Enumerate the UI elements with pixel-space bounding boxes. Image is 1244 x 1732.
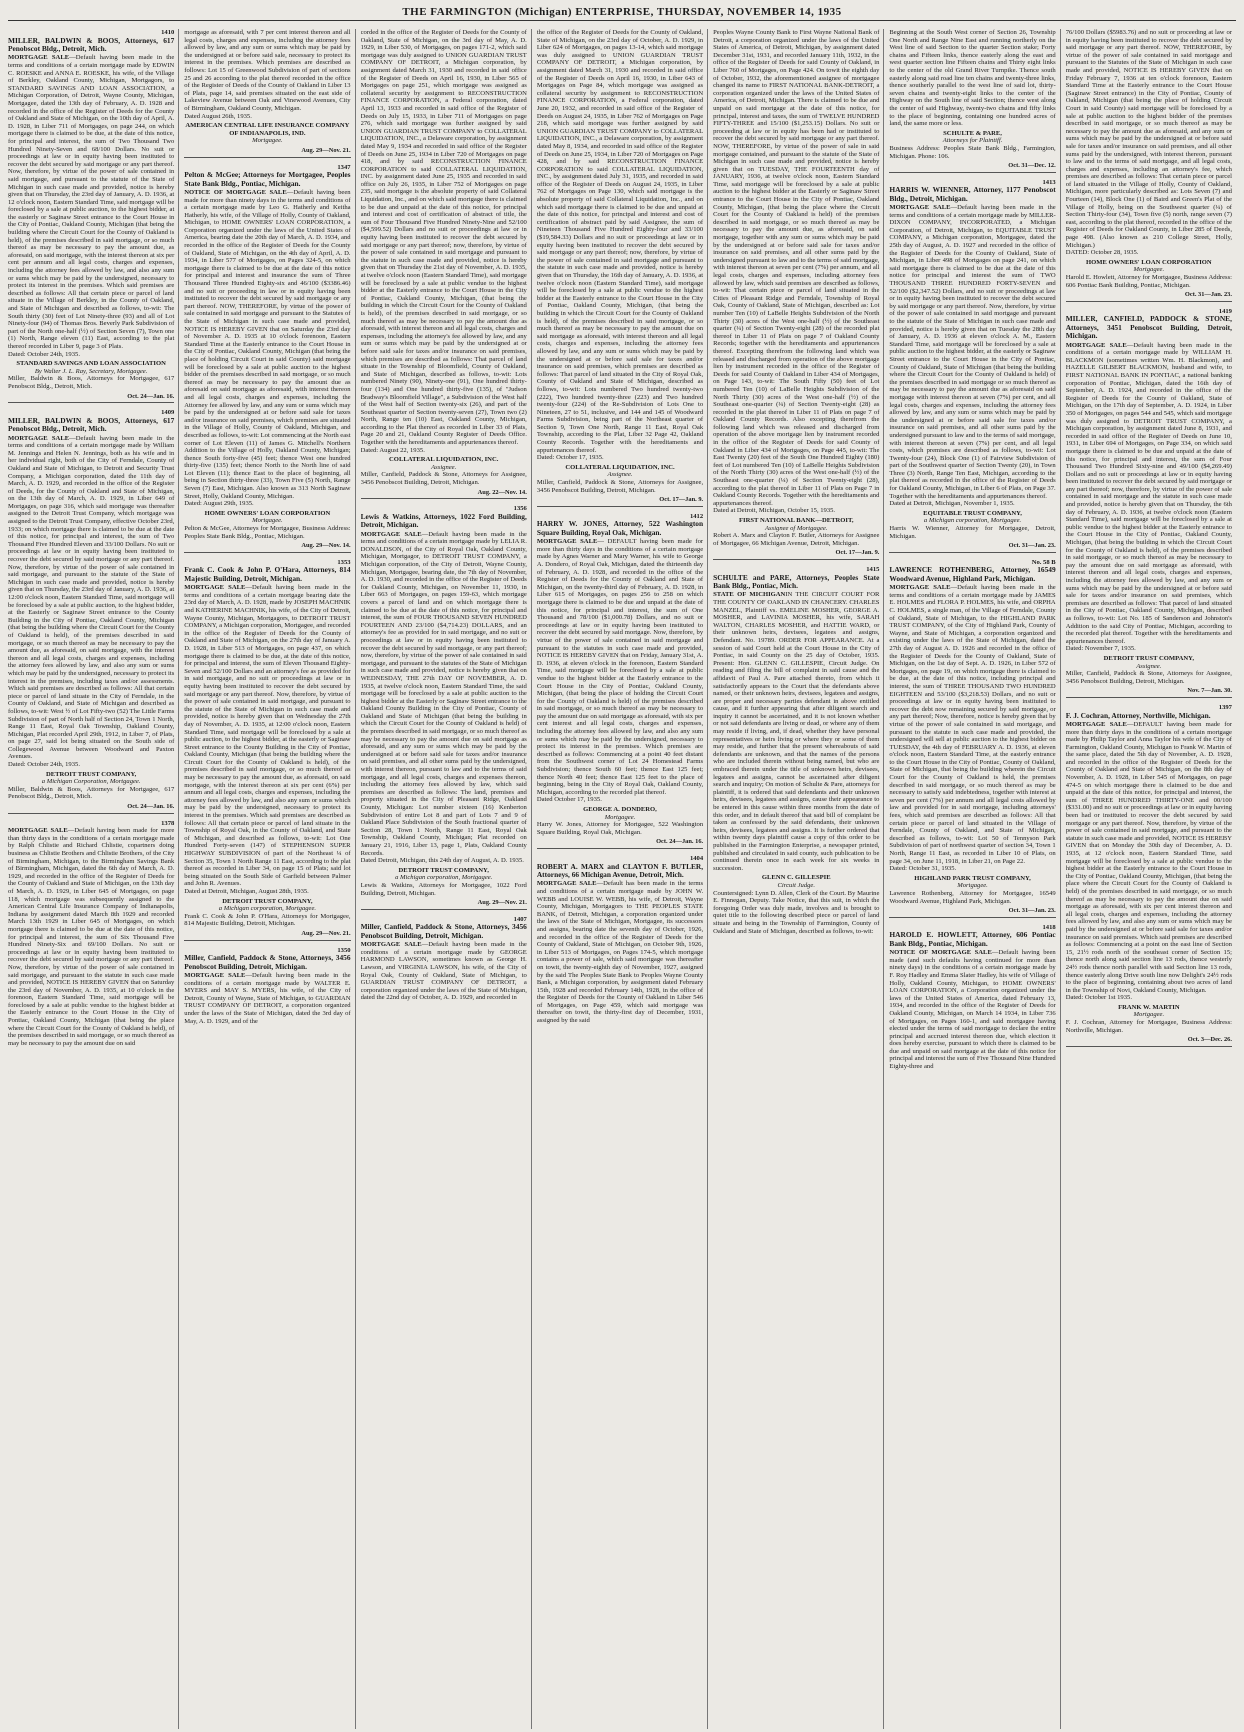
notice-signature: SCHULTE & PARE, [943,129,1002,137]
notice-number: 1410 [161,29,175,36]
notice-lead: MORTGAGE SALE [536,538,598,546]
notice-body: Peoples Wayne County Bank to First Wayne National Bank of Detroit, a corporation organized under the laws of the United States of America, of Detroit, Michigan, by assignment dated December 31st, 1931, and recorded January 11th, 1932, in the office of the Register of Deeds for said County of Oakland, in Liber 760 of Mortgages, on Page 424. On towit the eighth day of October, 1932, the aforementioned assignee of mortgagee changed its name to FIRST NATIONAL BANK-DETROIT, a corporation organized under the laws of the United States of America, of Detroit, Michigan. There is claimed to be due and unpaid on said mortgage at the date of this notice, for principal, interest and taxes, the sum of TWELVE HUNDRED FIFTY-THREE and 15/100 ($1,253.15) Dollars. No suit or proceeding at law or in equity has been had or instituted to recover the debt secured by said mortgage or any part thereof. NOW, THEREFORE, by virtue of the power of sale in said mortgage contained, and pursuant to the statute of the State of Michigan in such case made and provided, notice is hereby given that on TUESDAY, THE FOURTEENTH day of JANUARY, 1936, at twelve o'clock noon, Eastern Standard Time, said mortgage will be foreclosed by a sale at public auction to the highest bidder at the Easterly or Saginaw Street entrance to the Court House in the City of Pontiac, Oakland County, Michigan, (that being the place where the Circuit Court for the County of Oakland is held) of the premises described in said mortgage, or so much thereof as may be necessary to pay the amount due, as aforesaid, on said mortgage, together with any sum or sums which may be paid by the undersigned at or before said sale for taxes and/or insurance on said premises, and all other sums paid by the undersigned pursuant to law and to the terms of said mortgage, with interest thereon at seven per cent (7%) per annum, and all legal costs, charges and expenses, including attorney fees allowed by law, which said premises are described as follows, to-wit: That certain piece or parcel of land situated in the Cities of Pleasant Ridge and Ferndale, Township of Royal Oak, County of Oakland, State of Michigan, described as: Lot number Ten (10) of LaBelle Heights Subdivision of the North Thirty (30) acres of the West one-half (½) of the Southeast quarter (¼) of Section Twenty-eight (28) of the recorded plat thereof in Liber 11 of Plats on page 7 of Oakland County Records; together with the hereditaments and appurtenances thereof. Excepting therefrom the following land which was released and discharged from operation of the above mortgage lien by instrument recorded in the office of the Register of Deeds for said County of Oakland in Liber 434 of Mortgages, on Page 143, to-wit: The South Fifty (50) feet of Lot numbered Ten (10) of LaBelle Heights Subdivision of the North Thirty (30) acres of the West one-half (½) of the Southeast one-quarter (¼) of Section Twenty-eight (28) as recorded in the plat thereof in Liber 11 of Plats on page 7 of Oakland County Records. Also excepting therefrom the following land which was released and discharged from operation of the above mortgage lien by instrument recorded in the office of the Register of Deeds for said County of Oakland in Liber 434 of Mortgages, on Page 445, to-wit: The East Twenty (20) feet of the South One Hundred Eighty (180) feet of Lot numbered Ten (10) of LaBelle Heights Subdivision of the North Thirty (30) acres of the West one-half (½) of the Southeast one-quarter (¼) of Section Twenty-eight (28), according to the plat thereof in Liber 11 of Plats on Page 7 in Oakland County Records. Together with the hereditaments and appurtenances thereof. [713,29,880,507]
notice-signature: DETROIT TRUST COMPANY, [45,770,137,778]
notice-signature-role: Assignee. [431,463,457,471]
notice-run-dates: Oct. 3—Dec. 26. [1066,1036,1232,1047]
attorney-header: HARRIS W. WIENNER, Attorney, 1177 Penobscot Bldg., Detroit, Michigan. [889,185,1056,203]
notice-run-dates: Oct. 24—Jan. 16. [8,803,174,814]
notice-body: the office of the Register of Deeds for the County of Oakland, State of Michigan, on the 23rd day of October, A. D. 1929, in Liber 624 of Mortgages, on pages 13-14, which said mortgage was duly assigned to UNION GUARDIAN TRUST COMPANY OF DETROIT, a Michigan corporation, by assignment dated March 31, 1930 and recorded in said office of the Register of Deeds on April 16, 1930, in Liber 643 of Mortgages on Page 84, which mortgage was assigned as collateral security by assignment to RECONSTRUCTION FINANCE CORPORATION, a Federal corporation, dated June 20, 1932, and recorded in said office of the Register of Deeds on August 24, 1935, in Liber 762 of Mortgages on Page 218, which said mortgage was further assigned by said UNION GUARDIAN TRUST COMPANY to COLLATERAL LIQUIDATION, INC., a Delaware corporation, by assignment dated May 8, 1934, and recorded in said office of the Register of Deeds on June 25, 1934, in Liber 720 of Mortgages on Page 428, and by said RECONSTRUCTION FINANCE CORPORATION to said COLLATERAL LIQUIDATION, INC., by assignment dated July 31, 1935, and recorded in said office of the Register of Deeds on August 24, 1935, in Liber 762 of Mortgages on Page 130, which said mortgage is the absolute property of said Collateral Liquidation, Inc., and on which said mortgage there is claimed to be due and unpaid at the date of this notice, for principal and interest and cost of certification of abstract paid by said Assignee, the sum of Nineteen Thousand Five Hundred Eighty-four and 33/100 ($19,584.33) Dollars and no suit or proceedings at law or in equity having been instituted to recover the debt secured by said mortgage or any part thereof; now, therefore, by virtue of the power of sale contained in said mortgage and pursuant to the statute in such case made and provided, notice is hereby given that on Thursday, the 16th day of January, A. D. 1936, at twelve o'clock noon (Eastern Standard Time), said mortgage will be foreclosed by a sale at public vendue to the highest bidder at the Easterly entrance to the Court House in the City of Pontiac, Oakland County, Michigan, (that being the building in which the Circuit Court for the County of Oakland is held), of the premises described in said mortgage, or so much thereof as may be necessary to pay the amount due on said mortgage as aforesaid, with interest thereon and all legal costs, charges and expenses, including the attorney fees allowed by law, and any sum or sums which may be paid by the undersigned at or before said sale for taxes and/or insurance on said premises, which premises are described as follows: That parcel of land situated in the City of Royal Oak, County of Oakland and State of Michigan, described as follows, to-wit: Lots numbered Two hundred twenty-two (222), Two hundred twenty-three (223) and Two hundred twenty-four (224) of the Re-Subdivision of Lots One to Nineteen, 27 to 51, inclusive, and 144 and 145 of Woodward Farms Subdivision, being part of the Northeast quarter of Section 9, Town One North, Range 11 East, Royal Oak Township, according to the Plat, Liber 32 Page 42, Oakland County Records. Together with the hereditaments and appurtenances thereof. [536,29,704,454]
notice-signature-role: Mortgagee. [252,137,283,145]
notice-body: —Default having been made in the terms and conditions of a certain mortgage made by JAMES E. HOLMES and FLORA P. HOLMES, his wife, and ORPHA C. HOLMES, a single man, of the Village of Ferndale, County of Oakland, State of Michigan, to the HIGHLAND PARK TRUST COMPANY, of the City of Highland Park, County of Wayne, and State of Michigan, a corporation organized and existing under the laws of the State of Michigan, dated the 27th day of August A. D. 1926 and recorded in the office of the Register of Deeds for the County of Oakland, State of Michigan, on the 1st day of Sept. A. D. 1926, in Liber 572 of Mortgages, on page 19, on which mortgage there is claimed to be due, at the date of this notice, including principal and interest, the sum of THREE THOUSAND TWO HUNDRED EIGHTEEN and 53/100 ($3,218.53) Dollars, and no suit or proceedings at law or in equity having been instituted to recover the debt now remaining secured by said mortgage, or any part thereof; Now, therefore, notice is hereby given that by virtue of the power of sale contained in said mortgage, and pursuant to the statute in such case made and provided, the undersigned will sell at public auction to the highest bidder on TUESDAY, the 4th day of FEBRUARY A. D. 1936, at eleven o'clock noon, Eastern Standard Time, at the easterly entrance to the Court House in the City of Pontiac, County of Oakland, State of Michigan, that being the building wherein the Circuit Court for the County of Oakland is held, the premises described in said mortgage, or so much thereof as may be necessary to satisfy said indebtedness, together with interest at seven per cent (7%) per annum and all legal costs allowed by law and provided for in said mortgage, including attorneys' fees, which said premises are described as follows: All that certain piece or parcel of land situated in the Village of Ferndale, County of Oakland, and State of Michigan, described as follows, to-wit: Lot 50 of Tennyson Park Subdivision of part of northwest quarter of section 34, Town 1 North, Range 11 East, as recorded in Liber 10 of Plats, on page 34, on June 11, 1918, in Liber 21, on Page 22. [889,584,1056,865]
legal-notice [537,29,703,507]
notice-footer: Lewis & Watkins, Attorneys for Mortgagee, 1022 Ford Building, Detroit, Michigan. [360,881,527,897]
notice-lead: MORTGAGE SALE [8,434,70,442]
masthead: THE FARMINGTON (Michigan) ENTERPRISE, THURSDAY, NOVEMBER 14, 1935 [8,4,1236,21]
notice-signature: HOME OWNERS' LOAN CORPORATION [1085,258,1212,266]
column-1 [8,29,179,1729]
attorney-header: Pelton & McGee; Attorneys for Mortgagee, Peoples State Bank Bldg., Pontiac, Michigan. [184,170,351,188]
notice-signature: DETROIT TRUST COMPANY, [1103,654,1194,662]
notice-signature-role: a Michigan corporation, Mortgagee. [395,874,493,882]
notice-date: Dated at Detroit, Michigan, November 1, 1935. [889,500,1015,508]
notice-run-dates: Aug. 29—Nov. 21. [184,930,350,941]
notice-number: 1419 [1218,307,1232,315]
notice-footer: Robert A. Marx and Clayton F. Butler, Attorneys for Assignee of Mortgagee, 66 Michigan Avenue, Detroit, Michigan. [713,532,880,547]
column-3 [361,29,532,1729]
attorney-header: LAWRENCE ROTHENBERG, Attorney, 16549 Woodward Avenue, Highland Park, Michigan. [889,565,1056,583]
notice-number: 1413 [1042,178,1056,186]
notice-signature: STANDARD SAVINGS AND LOAN ASSOCIATION [16,360,166,368]
legal-notice [361,916,527,1002]
notice-number: 1415 [866,565,880,573]
notice-number: 1407 [513,915,527,923]
notice-lead: STATE OF MICHIGAN [713,591,786,599]
notice-run-dates: Oct. 31—Jan. 23. [889,542,1055,553]
notice-signature-role: Assignee. [1136,662,1162,670]
notice-body: IN THE CIRCUIT COURT FOR THE COUNTY OF OAKLAND IN CHANCERY. CHARLES MANZEL, Plaintiff vs. EMELINE MOSHER, GEORGE A. MOSHER, and LAVINIA MOSHER, his wife, SARAH WALTON, CHARLES MOSHER, and HATTIE WARD, or their unknown heirs, devisees, legatees and assigns, Defendant. No. 19789. ORDER FOR APPEARANCE. At a session of said Court held at the Court House in the City of Pontiac, in said County on the 25 day of October, 1935. Present: Hon. GLENN C. GILLESPIE, Circuit Judge. On reading and filing the bill of complaint in said cause and the affidavit of Paul A. Pare attached thereto, from which it satisfactorily appears to the Court that the defendants above named, or their unknown heirs, devisees, legatees and assigns, are proper and necessary parties defendant in above entitled cause, and it further appearing that after diligent search and inquiry it cannot be ascertained, and it is not known whether or not said defendants are living or dead, or where any of them may reside if living, and, if dead, whether they have personal representatives or heirs living or where they or some of them may reside, and further that the present whereabouts of said defendants are unknown, and that the names of the persons who are included therein without being named, but who are embraced therein under the title of unknown heirs, devisees, legatees and assigns, cannot be ascertained after diligent search and inquiry; On motion of Schulte & Pare, attorneys for plaintiff, it is ordered that said defendants and their unknown heirs, devisees, legatees and assigns, cause their appearance to be entered in this cause within three months from the date of this order, and in default thereof that said bill of complaint be taken as confessed by the said defendants, their unknown heirs, devisees, legatees and assigns. It is further ordered that within twenty days plaintiff cause a copy of this order to be published in the Farmington Enterprise, a newspaper printed, published and circulated in said county, such publication to be continued therein once in each week for six weeks in succession. [713,591,880,872]
notice-body: —Default having been made in the terms and conditions of a certain mortgage made by EDWIN C. ROESKE and ANNA E. ROESKE, his wife, of the Village of Berkley, Oakland County, Michigan, Mortgagors, to STANDARD SAVINGS AND LOAN ASSOCIATION, a Michigan Corporation, of Detroit, Wayne County, Michigan, Mortgagee, dated the 13th day of February, A. D. 1928 and recorded in the office of the Register of Deeds for the County of Oakland and State of Michigan, on the 10th day of April, A. D. 1928, in Liber 711 of Mortgages, on page 244, on which mortgage there is claimed to be due, at the date of this notice, for principal and interest, the sum of Two Thousand Two Hundred Ninety-Seven and 68/100 Dollars. No suit or proceedings at law or in equity having been instituted to recover the debt secured by said mortgage or any part thereof. Now, therefore, by virtue of the power of sale contained in said mortgage, and pursuant to the statute of the State of Michigan in such case made and provided, notice is hereby given that on Thursday, the 23rd day of January, A. D. 1936, at 12 o'clock noon, Eastern Standard Time, said mortgage will be foreclosed by a sale at public auction, to the highest bidder, at the easterly or Saginaw Street entrance to the Court House in the City of Pontiac, Oakland County, Michigan (that being the building where the Circuit Court for the County of Oakland is held), of the premises described in said mortgage, or so much thereof as may be necessary to pay the amount due, as aforesaid, on said mortgage, with the interest thereon at six per cent per annum and all legal costs, charges and expenses, including the attorney fees allowed by law, and also any sum or sums which may be paid by the undersigned, necessary to protect its interest in the premises. Which said premises are described as follows: All that certain piece or parcel of land situate in the Village of Berkley, in the County of Oakland, and State of Michigan and described as follows, to-wit: The South thirty (30) feet of Lot Ninety-three (93) and all of Lot Ninety-four (94) of Thomas Bros. Beverly Park Subdivision of part of the North one-half (½) of Section Seven (7), Town one (1) North, Range eleven (11) East, according to the plat thereof recorded in Liber 9, page 3 of Plats. [8,54,175,350]
notice-date: Dated: August 29th, 1935. [184,500,254,508]
notice-run-dates: Oct. 31—Jan. 23. [1066,291,1232,302]
attorney-header: MILLER, BALDWIN & BOOS, Attorneys, 617 Penobscot Bldg., Detroit, Mich. [8,415,175,434]
notice-run-dates: Oct. 31—Dec. 12. [889,162,1055,173]
notice-body: mortgage as aforesaid, with 7 per cent interest thereon and all legal costs, charges and expenses, including the attorney fees allowed by law, and any sum or sums which may be paid by the undersigned at or before said sale, necessary to protect its interest in the premises. Which premises are described as follows: Lot 15 of Greenwood Subdivision of part of sections 25 and 26 according to the plat thereof recorded in the office of the Register of Deeds of the County of Oakland in Liber 13 of Plats, page 14, said premises situated on the east side of Lakeview Avenue between Oak and Vinewood Avenues, City of Birmingham, Oakland County, Michigan. [184,29,351,112]
notice-signature: GLENN C. GILLESPIE [761,874,831,882]
notice-number: 1418 [1042,923,1056,931]
legal-notice [184,947,350,1026]
notice-body: —Default having been made (and such defaults having continued for more than ninety days) in the conditions of a certain mortgage made by F. Roy Hadley and Emma Slater Hadley, his wife of Village of Holly, Oakland County, Michigan, to HOME OWNERS' LOAN CORPORATION, a Corporation organized under the laws of the United States of America, dated February 13, 1934, and recorded in the office of the Register of Deeds for Oakland County, Michigan, on March 14 1934, in Liber 736 of Mortgages, on Pages 160-1, and said mortgagee having elected under the terms of said mortgage to declare the entire principal and accrued interest thereon due, which election it does hereby exercise, pursuant to which there is claimed to be due and unpaid on said mortgage at the date of this notice for principal and interest the sum of Five Thousand Nine Hundred Eighty-three and [889,949,1056,1071]
legal-notice [1066,29,1232,302]
notice-footer: Harry W. Jones, Attorney for Mortgagee, 522 Washington Square Building, Royal Oak, Michigan. [536,821,704,836]
notice-footer: F. J. Cochran, Attorney for Mortgagee, Business Address: Northville, Michigan. [1065,1019,1232,1034]
notice-signature: EQUITABLE TRUST COMPANY, [923,509,1022,517]
notice-signature: AMERICAN CENTRAL LIFE INSURANCE COMPANY OF INDIANAPOLIS, IND. [185,122,350,137]
legal-notice [184,559,350,941]
notice-date: Dated: October 1st 1935. [1065,994,1132,1002]
notice-body: —Default has been made in the terms and conditions of a certain mortgage made by JOHN W. WEBB and LOUISE W. WEBB, his wife, of Detroit, Wayne County, Michigan, Mortgagors to THE PEOPLES STATE BANK, of Detroit, Michigan, a corporation organized under the laws of the State of Michigan, Mortgagee, its successors and assigns, bearing date the seventh day of October, 1926, and recorded in the office of the Register of Deeds for the County of Oakland, State of Michigan, on October 9th, 1926, in Liber 513 of Mortgages, on Pages 174-5, which mortgage contains a power of sale, which said mortgage was thereafter on towit, the twenty-eighth day of November, 1927, assigned by the said The Peoples State Bank to Peoples Wayne County Bank, a Michigan corporation, by assignment dated February 15th, 1928 and recorded February 14th, 1928, in the office of the Register of Deeds for the County of Oakland in Liber 546 of Mortgages, on Page 459, which said mortgage was thereafter on towit, the thirty-first day of December, 1931, assigned by the said [536,880,704,1025]
notice-body: —Default having been made for more than ninety days in the terms and conditions of a certain mortgage made by Leo G. Hatherly and Keitha Hatherly, his wife, of the Village of Holly, County of Oakland, Michigan, to HOME OWNERS' LOAN CORPORATION, a Corporation organized under the laws of the United States of America, bearing date the 20th day of March, A. D. 1934, and recorded in the office of the Register of Deeds for the County of Oakland, State of Michigan, on the 4th day of April, A. D. 1934, in Liber 577 of Mortgages, on Pages 324-5, on which mortgage there is claimed to be due at the date of this notice for principal and interest and insurance the sum of Three Thousand Three Hundred Eighty-six and 46/100 ($3386.46) and no suit or proceeding in law or in equity having been instituted to recover the debt secured by said mortgage or any part thereof. NOW, THEREFORE, by virtue of the power of sale contained in said mortgage and pursuant to the Statutes of the State of Michigan in such case made and provided, NOTICE IS HEREBY GIVEN that on Saturday the 23rd day of November A. D. 1935 at 10 o'clock forenoon, Eastern Standard Time at the Easterly entrance to the Court House in the City of Pontiac, Oakland County, Michigan (that being the place of holding Circuit Court in said County) said mortgage will be foreclosed by a sale at public auction to the highest bidder of the premises described in said mortgage, or so much thereof as may be necessary to pay the amount due as aforesaid on said mortgage as aforesaid, with interest thereon and all legal costs, charges and expenses, including the Attorney fee allowed by law, and any sum or sums which may be paid by the undersigned at or before said sale for taxes and/or insurance on said premises, which premises are situated in the Village of Holly, County of Oakland, Michigan, and described as follows, to-wit: Lot commencing at the North east corner of Lot Eleven (11) of James G. Mitchell's Northern Addition to the Village of Holly, Oakland County, Michigan; thence South forty-five (45) feet; thence West one hundred thirty-five (135) feet; thence North to the North line of said Lot Eleven (11); thence East to the place of beginning, all being in Section thirty-three (33), Town Five (5) North, Range Seven (7) East, Michigan. Also known as 313 North Saginaw Street, Holly, Oakland County, Michigan. [184,188,351,500]
notice-lead: MORTGAGE SALE [360,941,422,949]
notice-body: —Default having been made for more than thirty days in the conditions of a certain mortgage made by Ralph Chlistie and Richard Chlistie, copartners doing business as Chlistie Brothers and Chlistie Brothers, of the City of Birmingham, Michigan, to the Birmingham Savings Bank of Birmingham, Michigan, dated the 6th day of March, A. D. 1929, and recorded in the office of the Register of Deeds for the County of Oakland and State of Michigan, on the 13th day of March, A. D. 1929, in Liber 645 of Mortgages, on page 118, which mortgage was subsequently assigned to the American Central Life Insurance Company of Indianapolis, Indiana by assignment dated March 8th 1929 and recorded March 13th 1929 in Liber 645 of Mortgages, on which mortgage there is claimed to be due at the date of this notice, for principal and interest, the sum of Six Thousand Five Hundred Ninety-Six and 69/100 Dollars. No suit or proceedings at law or in equity having been instituted to recover the debt secured by said mortgage or any part thereof. Now, therefore, by virtue of the power of sale contained in said mortgage, and pursuant to the statute in such case made and provided, NOTICE IS HEREBY GIVEN that on Saturday the 23rd day of November, A. D. 1935, at 10 o'clock in the forenoon, Eastern Standard Time, said mortgage will be foreclosed by a sale at public vendue to the highest bidder at the Easterly entrance to the Court House in the City of Pontiac, Oakland County, Michigan (that being the place where the Circuit Court for the County of Oakland is held), of the premises described in said mortgage, or so much thereof as may be necessary to pay the amount due on said [8,827,175,1047]
notice-signature: DETROIT TRUST COMPANY, [222,897,313,905]
notice-footer: Business Address: Peoples State Bank Bldg., Farmington, Michigan. Phone: 106. [889,144,1056,160]
notice-body: — DEFAULT having been made for more than thirty days in the conditions of a certain mortgage made by Agnes Warner and Mary Warner, his wife to George A. Dondero, of Royal Oak, Michigan, dated the thirteenth day of February, A. D. 1928, and recorded in the office of the Register of Deeds for the County of Oakland and State of Michigan, on the twenty-third day of February, A. D. 1928, in Liber 615 of Mortgages, on pages 256 to 258 on which mortgage there is claimed to be due and unpaid at the date of this notice, for principal and interest, the sum of One Thousand and 78/100 ($1,000.78) Dollars, and no suit or proceedings at law or in equity having been instituted to recover the debt secured by said mortgage. Now, therefore, by virtue of the power of sale contained in said mortgage and pursuant to the statutes in such case made and provided, NOTICE IS HEREBY GIVEN that on Friday, January 31st, A. D. 1936, at eleven o'clock in the forenoon, Eastern Standard Time, said mortgage will be foreclosed by a sale at public vendue to the highest bidder at the Easterly entrance to the Court House in the City of Pontiac, Oakland County, Michigan, (that being the place of holding the Circuit Court for the County of Oakland is held) of the premises described in said mortgage, or so much thereof as may be necessary to pay the amount due on said mortgage as aforesaid, with six per cent interest and all legal costs, charges and expenses, including the attorney fees allowed by law, and also any sum or sums which may be paid by the undersigned, necessary to protect its interest in the premises. Which premises are described as follows: Commencing at a point 40 feet distant from the Southwest corner of Lot 24 Homestead Farms Subdivision; thence South 60 feet; thence East 125 feet; thence North 40 feet; thence East 125 feet to the place of beginning, being in the City of Royal Oak, Oakland County, Michigan, according to the recorded plat thereof. [536,538,704,796]
notice-signature: DETROIT TRUST COMPANY, [398,866,489,874]
notice-date: Dated August 26th, 1935. [184,112,252,120]
column-4 [537,29,708,1729]
notice-signature-role: Mortgagee. [252,517,283,525]
notice-run-dates: Nov. 7—Jan. 30. [1066,687,1232,698]
notice-body: —Default having been made in the conditions of a certain mortgage made by WILLIAM H. BLACKMON (sometimes written Wm. H. Blackmon), and HAZELLE GILBERT BLACKMON, husband and wife, to FIRST NATIONAL BANK IN PONTIAC, a national banking corporation of Pontiac, Michigan, dated the 16th day of September, A. D. 1924, and recorded in the office of the Register of Deeds for the County of Oakland, State of Michigan, on the 17th day of September, A. D. 1924, in Liber 350 of Mortgages, on pages 544 and 545, which said mortgage was duly assigned to DETROIT TRUST COMPANY, a Michigan corporation, by assignment dated June 8, 1931, and recorded in said office of the Register of Deeds on June 10, 1931, in Liber 694 of Mortgages, on Page 334, on which said mortgage there is claimed to be due and unpaid at the date of this notice, for principal and interest, the sum of Four Thousand Two Hundred Sixty-nine and 49/100 ($4,269.49) Dollars and no suit or proceedings at law or in equity having been instituted to recover the debt secured by said mortgage or any part thereof; now, therefore, by virtue of the power of sale contained in said mortgage and the statute in such case made and provided, notice is hereby given that on Thursday, the 6th day of February, A. D. 1936, at twelve o'clock noon (Eastern Standard Time), said mortgage will be foreclosed by a sale at public vendue to the highest bidder at the Easterly entrance to the Court House in the City of Pontiac, Oakland County, Michigan, (that being the building in which the Circuit Court for the County of Oakland is held), of the premises described in said mortgage, or so much thereof as may be necessary to pay the amount due on said mortgage as aforesaid, with interest thereon and all legal costs, charges and expenses, including the attorney fees allowed by law, and any sum or sums which may be paid by the undersigned at or before said sale for taxes and/or insurance on said premises, which premises are described as follows: That parcel of land situated in the City of Pontiac, Oakland County, Michigan, described as follows, to-wit: Lot No. 185 of Sanderson and Johnston's Addition to the said City of Pontiac, Michigan, according to the recorded plat thereof. Together with the hereditaments and appurtenances thereof. [1065,341,1232,645]
notice-lead: NOTICE OF MORTGAGE SALE [184,188,287,196]
legal-notice [889,924,1055,1071]
notice-body: —Default having been made in the terms and conditions of a certain mortgage made by MILLER-DIXON COMPANY, INCORPORATED, a Michigan Corporation, of Detroit, Michigan, to EQUITABLE TRUST COMPANY, a Michigan corporation, Mortgagee, dated the 25th day of August, A. D. 1927 and recorded in the office of the Register of Deeds for the County of Oakland, State of Michigan, in Liber 498 of Mortgages on page 241, on which said mortgage there is claimed to be due at the date of this notice for principal and interest the sum of TWO THOUSAND THREE HUNDRED FORTY-SEVEN and 52/100 ($2,347.52) Dollars, and no suit or proceedings at law or in equity having been instituted to recover the debt secured by said mortgage or any part thereof. Now, therefore, by virtue of the power of sale contained in said mortgage and pursuant to the statute of the State of Michigan in such case made and provided, notice is hereby given that on Tuesday the 28th day of January, A. D. 1936 at eleven o'clock A. M., Eastern Standard Time, said mortgage will be foreclosed by a sale at public auction to the highest bidder, at the easterly or Saginaw Street entrance to the Court House in the City of Pontiac, County of Oakland, State of Michigan (that being the building where the Circuit Court for the County of Oakland is held) of the premises described in said mortgage or so much thereof as may be necessary to pay the amount due as aforesaid on said mortgage with interest thereon at seven (7%) per cent, and all legal costs, charges and expenses, including the attorney fees allowed by law, and any sum or sums which may be paid by the undersigned at or before said sale for taxes and/or insurance on said premises, and all other sums paid by the undersigned pursuant to law and to the terms of said mortgage, with interest thereon at seven (7%) per cent, and all legal costs, which premises are described as follows, to-wit: Lot Twenty-four (24), Block One (1) of Fairview Subdivision of part of the Southwest quarter of Section Twenty (20), in Town Three (3) North, Range Ten East, Michigan, according to the plat thereof as recorded in the office of the Register of Deeds for Oakland County, Michigan, in Liber 6 of Plats, on Page 37. Together with the hereditaments and appurtenances thereof. [889,204,1056,500]
notice-date: Dated: October 31, 1935. [889,865,957,873]
legal-notice [889,559,1055,918]
attorney-header: Miller, Canfield, Paddock & Stone, Attorneys, 3456 Penobscot Building, Detroit, Michigan. [184,953,351,971]
notice-number: 1353 [337,558,351,566]
notice-run-dates: Aug. 29—Nov. 14. [184,542,350,553]
notice-footer: Miller, Canfield, Paddock & Stone, Attorneys for Assignee, 3456 Penobscot Building, Detroit, Michigan. [1065,670,1232,685]
notice-number: 1347 [337,163,351,171]
notice-run-dates: Oct. 17—Jan. 9. [537,496,703,507]
notice-number: 1378 [161,819,175,827]
legal-notice [184,164,350,553]
legal-notice [889,179,1055,553]
notice-signature: FRANK W. MARTIN [1118,1003,1180,1011]
notice-signature-role: a Michigan Corporation, Mortgagee. [41,778,141,786]
notice-signature-role: Attorneys for Plaintiff. [942,137,1003,145]
notice-lead: MORTGAGE SALE [889,584,951,592]
legal-notice [8,820,174,1048]
notice-run-dates: Aug. 29—Nov. 21. [184,147,350,158]
notice-signature: HOME OWNERS' LOAN CORPORATION [204,509,331,517]
legal-notice [713,29,879,560]
notice-lead: MORTGAGE SALE [360,530,422,538]
notice-signature-role: Mortgagee. [604,813,636,821]
notice-signature: FIRST NATIONAL BANK—DETROIT, [739,517,854,524]
notice-body: —Default having been made in the terms and conditions of a certain mortgage made by LELIA R. DONALDSON, of the City of Royal Oak, Oakland County, Michigan, Mortgagor, to DETROIT TRUST COMPANY, a Michigan corporation, of the City of Detroit, Wayne County, Michigan, Mortgagee, bearing date, the 7th day of November, A. D. 1930, and recorded in the office of the Register of Deeds for Oakland County, Michigan, on November 11, 1930, in Liber 663 of Mortgages, on pages 159-63, which mortgage covers a parcel of land and on which mortgage there is claimed to be due at the date of this notice, for principal and interest, the sum of FOUR THOUSAND SEVEN HUNDRED FOURTEEN AND 23/100 ($4,714.23) DOLLARS, and an attorney's fee as provided for in said mortgage, and no suit or proceedings at law or in equity having been instituted to recover the debt secured by said mortgage, or any part thereof; now, therefore, by virtue of the power of sale contained in said mortgage, and pursuant to the statutes of the State of Michigan in such case made and provided, notice is hereby given that on WEDNESDAY, THE 27th DAY OF NOVEMBER, A. D. 1935, at twelve o'clock noon, Eastern Standard Time, the said mortgage will be foreclosed by a sale at public auction to the highest bidder at the Easterly or Saginaw Street entrance to the Oakland County Building in the City of Pontiac, County of Oakland and State of Michigan (that being the building in which the Circuit Court for the County of Oakland is held) of the premises described in said mortgage, or so much thereof as may be necessary to pay the amount due on said mortgage as aforesaid, and any sum or sums which may be paid by the undersigned at or before said sale for taxes and/or insurance on said premises, and all other sums paid by the undersigned, with interest thereon, pursuant to law and to the terms of said mortgage, and all legal costs, charges and expenses thereon, including the attorney fees allowed by law, which said premises are described as follows: The land, premises and property situated in the City of Pleasant Ridge, Oakland County, Michigan: Lot number sixteen (16) Kenberton Subdivision of entire Lot 8 and part of Lots 7 and 9 of Oakland Place Subdivision of the South fractional quarter of Section 28, Town 1 North, Range 11 East, Royal Oak Township, Oakland County, Michigan; Plat recorded on January 21, 1916, Liber 13, page 1, Plats, Oakland County Records. [360,530,527,857]
notice-signature-role: By Walter J. L. Ray, Secretary, Mortgagee. [34,367,148,375]
attorney-header: HARRY W. JONES, Attorney, 522 Washington Square Building, Royal Oak, Michigan. [536,519,704,537]
notice-body: —Default having been made in the conditions of a certain mortgage made by WALTER E. MYERS and MAY S. MYERS, his wife, of the City of Detroit, County of Wayne, State of Michigan, to GUARDIAN TRUST COMPANY OF DETROIT, a corporation organized under the laws of the State of Michigan, dated the 3rd day of May, A. D. 1929, and of the [184,971,351,1025]
notice-number: 1397 [1218,703,1232,711]
notice-body: —Default having been made in the terms and conditions of a certain mortgage made by William M. Jennings and Helen N. Jennings, both as his wife and in her individual right, both of the City of Ferndale, County of Oakland and State of Michigan, to Detroit and Security Trust Company, a Michigan corporation, dated the 11th day of March, A. D. 1929, and recorded in the office of the Register of Deeds, for the County of Oakland and State of Michigan, on the 13th day of March, A. D. 1929, in Liber 649 of Mortgages, on page 316, which said mortgage was thereafter assigned to the Detroit Trust Company, which mortgage was assigned to the Detroit Trust Company, effective October 23rd, 1933; on which mortgage there is claimed to be due at the date of this notice, for principal and interest, the sum of Two Thousand Five Hundred Eleven and 33/100 Dollars. No suit or proceedings at law or in equity having been instituted to recover the debt secured by said mortgage or any part thereof. Now, therefore, by virtue of the power of sale contained in said mortgage, and pursuant to the statute of the State of Michigan in such case made and provided, notice is hereby given that on Thursday, the 23rd day of January, A. D. 1936, at 12:00 o'clock noon, Eastern Standard Time, said mortgage will be foreclosed by a sale at public auction, to the highest bidder, at the Easterly or Saginaw Street entrance to the County Building in the City of Pontiac, Oakland County, Michigan (that being the building where the Circuit Court for the County of Oakland is held), of the premises described in said mortgage, or so much thereof as may be necessary to pay the amount due, as aforesaid, on said mortgage, with the interest thereon and all legal costs, charges and expenses, including the attorney fees allowed by law, and also any sum or sums which may be paid by the undersigned, necessary to protect its interest in the premises, including taxes and/or assessments. Which said premises are described as follows: All that certain piece or parcel of land situate in the City of Ferndale, in the County of Oakland, and State of Michigan and described as follows, to-wit: West ½ of Lot Fifty-two (52) The Little Farms Subdivision of part of North half of Section 24, Town 1 North, Range 11 East, Royal Oak Township, Oakland County, Michigan, Plat recorded April 29th, 1912, in Liber 7, of Plats, on page 27, said lot being situated on the South side of Collegewood Avenue between Woodward and Paxton Avenues. [8,434,175,761]
attorney-header: MILLER, CANFIELD, PADDOCK & STONE, Attorneys, 3451 Penobscot Building, Detroit, Michigan. [1065,314,1232,341]
notice-number: 1404 [689,854,704,862]
column-5 [713,29,884,1729]
legal-notice [8,29,174,403]
attorney-header: HAROLD E. HOWLETT, Attorney, 606 Pontiac Bank Bldg., Pontiac, Michigan. [889,930,1056,948]
notice-lead: MORTGAGE SALE [1065,720,1127,728]
legal-notice [889,29,1055,173]
notice-number: 1356 [513,505,527,513]
notice-lead: MORTGAGE SALE [536,880,597,888]
attorney-header: SCHULTE and PARE, Attorneys, Peoples State Bank Bldg., Pontiac, Mich. [713,572,880,590]
legal-notice [713,566,879,935]
notice-footer: Frank C. Cook & John P. O'Hara, Attorneys for Mortgagee, 814 Majestic Building, Detroit, Michigan. [184,912,351,928]
notice-number: 1409 [161,409,175,417]
notice-date: Dated at Detroit, Michigan, August 28th, 1935. [184,887,309,895]
notice-date: Dated: October 17, 1935. [536,454,604,462]
notice-footer: Miller, Canfield, Paddock & Stone, Attorneys for Assignee, 3456 Penobscot Building, Detroit, Michigan. [360,471,527,487]
attorney-header: MILLER, BALDWIN & BOOS, Attorneys, 617 Penobscot Bldg., Detroit, Mich. [8,35,175,53]
notice-signature: GEORGE A. DONDERO, [583,806,657,813]
notice-date: Dated: November 7, 1935. [1065,645,1136,653]
notice-lead: MORTGAGE SALE [8,54,70,62]
notice-run-dates: Oct. 24—Jan. 16. [8,393,174,404]
notice-lead: MORTGAGE SALE [889,204,951,212]
attorney-header: F. J. Cochran, Attorney, Northville, Michigan. [1065,710,1211,720]
notice-lead: MORTGAGE SALE [8,827,68,835]
legal-notice [537,513,703,849]
notice-number: No. 58 B [1031,558,1056,566]
notice-signature-role: Assignee. [607,471,633,479]
notice-signature-role: Mortgagee. [1133,1011,1165,1019]
notice-signature: COLLATERAL LIQUIDATION, INC. [565,463,675,471]
column-container [8,29,1236,1729]
notice-footer: Miller, Baldwin & Boos, Attorneys for Mortgagee, 617 Penobscot Bldg., Detroit, Mich. [8,785,175,801]
notice-body: —Default having been made in the conditions of a certain mortgage made by GEORGE HARMOND LAWSON, sometimes known as George H. Lawson, and VIRGINIA LAWSON, his wife, of the City of Royal Oak, County of Oakland, State of Michigan, to GUARDIAN TRUST COMPANY OF DETROIT, a corporation organized under the laws of the State of Michigan, dated the 22nd day of October, A. D. 1929, and recorded in [360,941,527,1002]
notice-signature-role: Circuit Judge. [777,881,815,889]
notice-body: corded in the office of the Register of Deeds for the County of Oakland, State of Michigan, on the 3rd day of May, A. D. 1929, in Liber 530, of Mortgages, on pages 171-2, which said mortgage was duly assigned to UNION GUARDIAN TRUST COMPANY OF DETROIT, a Michigan corporation, by assignment dated March 31, 1930 and recorded in said office of the Register of Deeds on April 16, 1930, in Liber 565 of Mortgages on page 251, which mortgage was assigned as collateral security by assignment to RECONSTRUCTION FINANCE CORPORATION, a Federal corporation, dated April 13, 1933 and recorded in said office of the Register of Deeds on July 15, 1933, in Liber 711 of Mortgages on page 276, which said mortgage was further assigned by said UNION GUARDIAN TRUST COMPANY to COLLATERAL LIQUIDATION, INC., a Delaware corporation, by assignment dated May 9, 1934 and recorded in said office of the Register of Deeds on June 25, 1934 in Liber 720 of Mortgages on page 418, and by said RECONSTRUCTION FINANCE CORPORATION to said COLLATERAL LIQUIDATION, INC. by assignment dated June 25, 1935 and recorded in said office on July 26, 1935, in Liber 752 of Mortgages on page 235, said mortgage is the absolute property of said Collateral Liquidation, Inc., and on which said mortgage there is claimed to be due and unpaid at the date of this notice, for principal and interest and cost of certification of abstract of title, the sum of Four Thousand Five Hundred Ninety-Nine and 52/100 ($4,599.52) Dollars and no suit or proceedings at law or in equity having been instituted to recover the debt secured by said mortgage or any part thereof; now, therefore, by virtue of the power of sale contained in said mortgage and pursuant to the statute in such case made and provided, notice is hereby given that on Thursday the 21st day of November, A. D. 1935, at twelve o'clock noon (Eastern Standard Time), said mortgage will be foreclosed by a sale at public vendue to the highest bidder at the Easterly entrance to the Court House in the City of Pontiac, Oakland County, Michigan, (that being the building in which the Circuit Court for the County of Oakland is held), of the premises described in said mortgage, or so much thereof as may be necessary to pay the amount due as aforesaid, with interest thereon and all legal costs, charges and expenses, including the attorney's fee allowed by law, and any sum or sums which may be paid by the undersigned at or before said sale for taxes and/or insurance on said premises, which premises are described as follows: That parcel of land situate in the Township of Bloomfield, County of Oakland, and State of Michigan, described as follows, to-wit: Lots numbered Ninety (90), Ninety-one (91), One hundred thirty-four (134) and One hundred thirty-five (135), of "Judson Bradway's Bloomfield Village", a Subdivision of the West half of the West half of Section twenty-six (26), and part of the Southeast quarter of Section twenty-seven (27), Town two (2) North, Range ten (10) East, Oakland County, Michigan, according to the Plat thereof as recorded in Liber 33 of Plats, Page 20 and 21, Oakland County Register of Deeds Office. Together with the hereditaments and appurtenances thereof. [360,29,527,447]
column-2 [184,29,355,1729]
legal-notice [361,505,527,910]
notice-signature-role: Assignee of Mortgagee. [765,524,828,532]
notice-date: Dated: August 22, 1935. [360,446,425,454]
notice-date: Dated October 17, 1935. [536,796,602,804]
notice-run-dates: Oct. 24—Jan. 16. [537,838,703,849]
notice-footer: Harris W. Wienner, Attorney for Mortgagee, Detroit, Michigan. [889,525,1056,540]
attorney-header: Miller, Canfield, Paddock & Stone, Attorneys, 3456 Penobscot Building, Detroit, Michigan. [360,922,527,940]
notice-date: Dated Detroit, Michigan, this 24th day of August, A. D. 1935. [360,857,524,865]
attorney-header: Lewis & Watkins, Attorneys, 1022 Ford Building, Detroit, Michigan. [360,511,527,530]
notice-run-dates: Aug. 22—Nov. 14. [361,489,527,500]
notice-date: Dated at Detroit, Michigan, October 15, 1935. [713,507,836,515]
notice-footer: Miller, Canfield, Paddock & Stone, Attorneys for Assignee, 3456 Penobscot Building, Detroit, Michigan. [536,479,704,494]
notice-lead: NOTICE OF MORTGAGE SALE [889,949,992,957]
notice-run-dates: Oct. 31—Jan. 23. [889,907,1055,918]
legal-notice [1066,704,1232,1047]
legal-notice [1066,308,1232,698]
notice-run-dates: Oct. 17—Jan. 9. [713,549,879,560]
notice-number: 1412 [689,512,704,520]
notice-footer: Pelton & McGee, Attorneys for Mortgagee, Business Address: Peoples State Bank Bldg., Pontiac, Michigan. [184,525,351,540]
notice-footer: Miller, Baldwin & Boos, Attorneys for Mortgagee, 617 Penobscot Bldg., Detroit, Mich. [8,375,175,390]
notice-signature: HIGHLAND PARK TRUST COMPANY, [914,874,1031,882]
notice-footer: Lawrence Rothenberg, Attorney for Mortgagee, 16549 Woodward Avenue, Highland Park, Michigan. [889,889,1056,905]
notice-signature-role: Mortgagee. [957,882,988,890]
notice-date: DATED: October 28, 1935. [1065,249,1139,257]
notice-lead: MORTGAGE SALE [184,971,246,979]
notice-lead: MORTGAGE SALE [1065,341,1127,349]
column-7 [1066,29,1236,1729]
notice-body: —Default having been made in the terms and conditions of a certain mortgage bearing date the 23rd day of March, A. D. 1928, made by JOSEPH MACHNIK and KATHERINE MACHNIK, his wife, of the City of Detroit, Wayne County, Michigan, Mortgagors, to DETROIT TRUST COMPANY, a Michigan corporation, Mortgagee, and recorded in the office of the Register of Deeds for the County of Oakland and State of Michigan, on the 27th day of January A. D. 1928, in Liber 513 of Mortgages, on page 437, on which mortgage there is claimed to be due, at the date of this notice, for principal and interest, the sum of Eleven Thousand Eighty-Seven and 52/100 Dollars and an attorney's fee as provided for in said mortgage, and no suit or proceedings at law or in equity having been instituted to recover the debt secured by said mortgage or any part thereof. Now, therefore, by virtue of the power of sale contained in said mortgage, and pursuant to the statute of the State of Michigan in such case made and provided, notice is hereby given that on Wednesday the 27th day of November, A. D. 1935, at 12:00 o'clock noon, Eastern Standard Time, said mortgage will be foreclosed by a sale at public auction, to the highest bidder, at the easterly or Saginaw Street entrance to the County Building in the City of Pontiac, Oakland County, Michigan (that being the building where the Circuit Court for the County of Oakland is held), of the premises described in said mortgage, or so much thereof as may be necessary to pay the amount due, as aforesaid, on said mortgage, with the interest thereon at six per cent (6%) per annum and all legal costs, charges and expenses, including the attorney fees allowed by law, and also any sum or sums which may be paid by the undersigned, necessary to protect its interest in the premises. Which said premises are described as follows: All that certain piece or parcel of land situate in the Township of Royal Oak, in the County of Oakland, and State of Michigan, and described as follows, to-wit: Lot One Hundred Forty-seven (147) of STEPHENSON SUPER HIGHWAY SUBDIVISION of part of the Northeast ¼ of Section 35, Town 1 North Range 11 East, according to the plat thereof as recorded in Liber 34, on page 15 of Plats; said lot being situated on the South Side of Garfield between Palmer and John R. Avenues. [184,584,351,888]
legal-notice [361,29,527,499]
notice-body: Beginning at the South West corner of Section 26, Township One North and Range Nine East and running northerly on the West line of said Section to the quarter Section stake; Forty chains and Fifteen links, thence easterly along the east and west quarter section line Fifteen chains and Thirty eight links to the center of the old Grand River Turnpike. Thence south easterly along said road line ten chains and twenty-three links, thence southerly parallel to the west line of said lot, thirty-seven chains and twenty-eight links to the center of the Highway on the South line of said Section; thence west along the center of said Highway, twenty-two chains and fifty links to the place of beginning, containing one hundred acres of land, the same more or less. [889,29,1056,128]
legal-notice [8,409,174,814]
notice-number: 1350 [337,946,351,954]
legal-notice [537,855,703,1025]
notice-body: 76/100 Dollars ($5983.76) and no suit or proceeding at law or in equity having been instituted to recover the debt secured by said mortgage or any part thereof. NOW, THEREFORE, by virtue of the power of sale contained in said mortgage and pursuant to the Statutes of the State of Michigan in such case made and provided, NOTICE IS HEREBY GIVEN that on Friday February 7, 1936 at ten o'clock forenoon, Eastern Standard Time at the Easterly entrance to the Court House (Saginaw Street entrance) in the City of Pontiac, County of Oakland, Michigan (that being the place of holding Circuit Court in said County) said mortgage will be foreclosed by a sale at public auction to the highest bidder of the premises described in said mortgage, or so much thereof as may be necessary to pay the amount due as aforesaid, and any sum or sums which may be paid by the undersigned at or before said sale for taxes and/or insurance on said premises, and all other sums paid by the undersigned, with interest thereon, pursuant to law and to the terms of said mortgage, and all legal costs, charges and expenses, including an attorney's fee, which premises are described as follows: That certain piece or parcel of land situated in the Village of Holly, County of Oakland, Michigan, more particularly described as: Lots Seven (7) and Fourteen (14), Block One (1) of Baird and Green's Plat of the Village of Holly, being on the Southwest quarter (¼) of Section Thirty-four (34), Town five (5) north, range seven (7) east, according to the plat thereof, recorded in the office of the Register of Deeds for Oakland County, in Liber 285 of Deeds, page 498. (Also known as 210 College Street, Holly, Michigan.) [1065,29,1232,249]
notice-footer: Countersigned: Lynn D. Allen, Clerk of the Court. By Maurine E. Finnegan, Deputy. Take Notice, that this suit, in which the foregoing Order was duly made, involves and is brought to quiet title to the following described piece or parcel of land situate and being in the Township of Farmington, County of Oakland and State of Michigan, described as follows, to-wit: [713,889,880,935]
notice-signature: COLLATERAL LIQUIDATION, INC. [389,456,499,464]
notice-signature-role: a Michigan corporation, Mortgagee. [923,517,1022,525]
notice-date: Dated: October 24th, 1935. [8,761,80,769]
attorney-header: Frank C. Cook & John P. O'Hara, Attorneys, 814 Majestic Building, Detroit, Michigan. [184,565,351,583]
attorney-header: ROBERT A. MARX and CLAYTON F. BUTLER, Attorneys, 66 Michigan Avenue, Detroit, Mich. [536,861,704,879]
column-6 [889,29,1060,1729]
notice-body: —DEFAULT having been made for more than thirty days in the conditions of a certain mortgage made by Philip Taylor and Anna Taylor his wife of the City of Farmington, Oakland County, Michigan to Frank W. Martin of the same place, dated the 5th day of November, A. D. 1928, and recorded in the office of the Register of Deeds for the County of Oakland and State of Michigan, on the 8th day of November, A. D. 1928, in Liber 545 of Mortgages, on page 474-5 on which mortgage there is claimed to be due and unpaid at the date of this notice, for principal and interest, the sum of THREE HUNDRED THIRTY-ONE and 00/100 ($331.00) and no suit or proceedings at law or in equity having been had or instituted to recover the debt secured by said mortgage or any part thereof. Now, therefore, by virtue of the power of sale contained in said mortgage, and pursuant to the statute in such case made and provided, NOTICE IS HEREBY GIVEN that on Monday the 30th day of December, A. D. 1935, at 12 o'clock noon, Eastern Standard Time, said mortgage will be foreclosed by a sale at public vendue to the highest bidder at the Easterly entrance to the Court House in the City of Pontiac, Oakland County, Michigan, (that being the place where the Circuit Court for the County of Oakland is held) of the premises described in said mortgage, or so much thereof as may be necessary to pay the amount due on said mortgage as aforesaid, with six per cent interest thereon and all legal costs, charges and expenses, including the attorney fees allowed by law, and also any sum or sums which may be paid by the undersigned at or before said sale for taxes and/or insurance on said premises. Which said premises are described as follows: Commencing at a point on the east line of Section 15, 21½ rods north of the southeast corner of Section 15; thence north along said section line 13 rods, thence westerly 24½ rods thence north parallel with said Section line 13 rods, thence easterly along Drive south line now Delight's 24½ rods to the place of beginning, containing about two acres of land in the Township of Novi, Oakland County, Michigan. [1065,720,1232,994]
notice-signature-role: a Michigan corporation, Mortgagee. [218,905,317,913]
notice-footer: Harold E. Howlett, Attorney for Mortgagee, Business Address: 606 Pontiac Bank Building, Pontiac, Michigan. [1065,274,1232,289]
notice-lead: MORTGAGE SALE [184,584,246,592]
legal-notice [184,29,350,158]
notice-date: Dated: October 24th, 1935. [8,350,80,358]
notice-signature-role: Mortgagee. [1133,266,1165,274]
notice-run-dates: Aug. 29—Nov. 21. [361,899,527,910]
